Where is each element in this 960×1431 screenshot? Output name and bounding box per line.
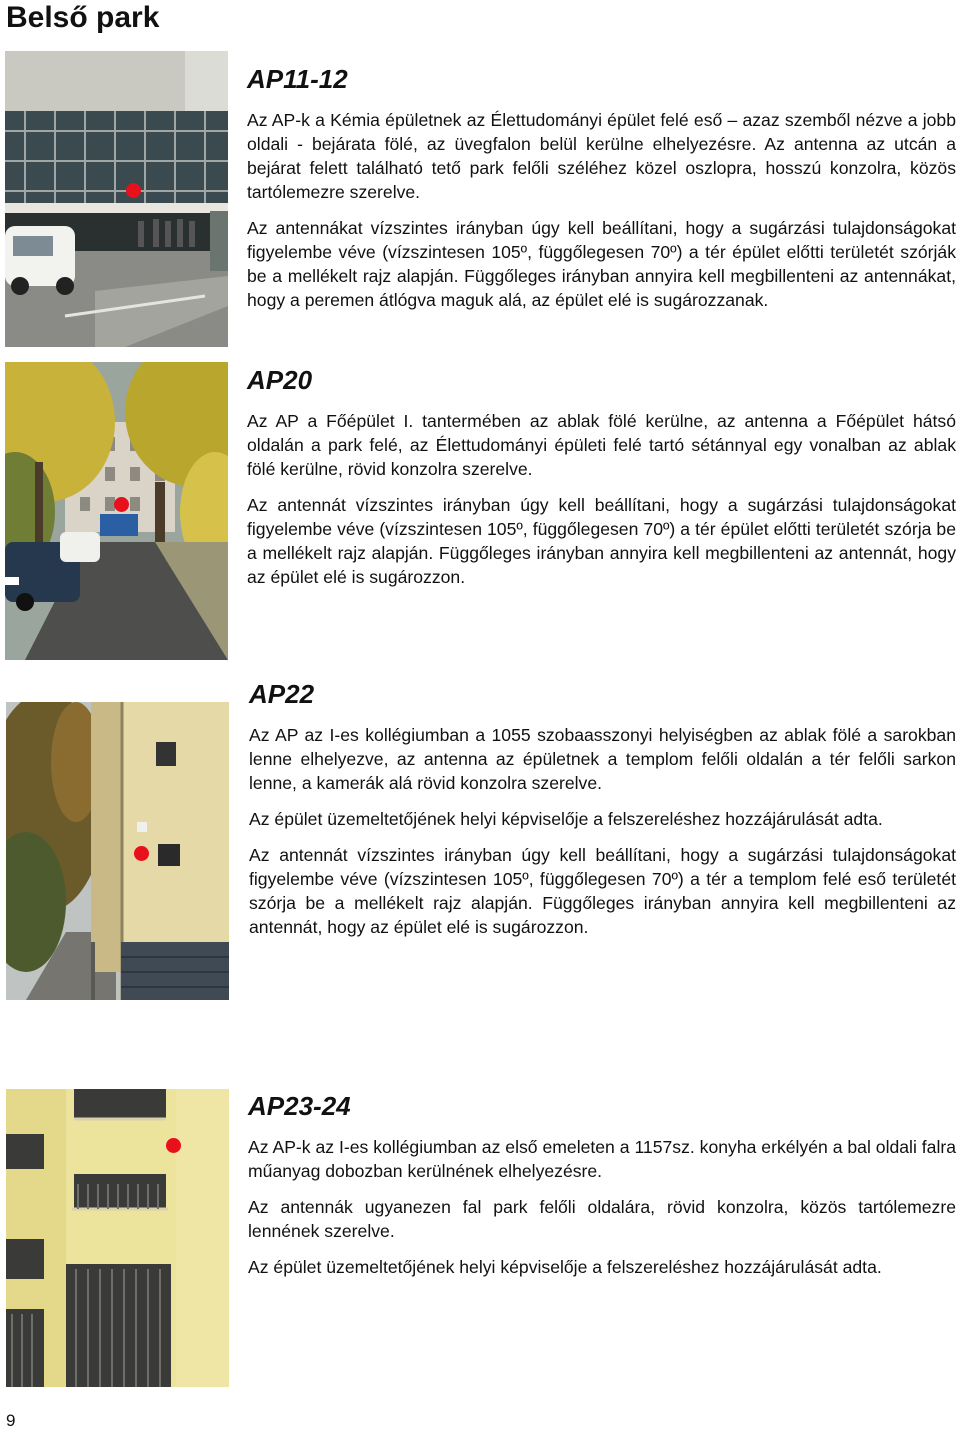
antenna-marker-ap23-24 [166,1138,181,1153]
section-paragraph: Az AP az I-es kollégiumban a 1055 szobaasszonyi helyiségben az ablak fölé a sarokban lenne elhelyezve, az antenna az épületnek a templom felőli oldalán a tér felőli sarkon lenne, a kamerák alá rövid konzolra szerelve. [249,725,956,793]
photo-main-building-park [5,362,228,660]
section-ap23-24 [248,1091,956,1291]
section-paragraph: Az AP-k a Kémia épületnek az Élettudományi épület felé eső – azaz szemből nézve a jobb oldali - bejárata fölé, az üvegfalon belül kerülne elhelyezésre. Az antenna az utcán a bejárat felett található tető park felőli széléhez közel oszlopra, hosszú konzolra, közös tartólemezre szerelve. [247,110,956,202]
section-ap11-12 [247,64,956,324]
section-ap22 [249,679,956,951]
section-heading: AP20 [247,365,313,395]
antenna-marker-ap11-12 [126,183,141,198]
section-paragraph: Az antennákat vízszintes irányban úgy kell beállítani, hogy a sugárzási tulajdonságokat figyelembe véve (vízszintesen 105º, függőlegesen 70º) a tér épület előtti területét szórják be a mellékelt rajz alapján. Függőleges irányban annyira kell megbillenteni az antennákat, hogy a peremen átlógva maguk alá, az épület elé is sugározzanak. [247,218,956,310]
section-paragraph: Az antennák ugyanezen fal park felőli oldalára, rövid konzolra, közös tartólemezre lennének szerelve. [248,1197,956,1241]
section-paragraph: Az AP a Főépület I. tantermében az ablak fölé kerülne, az antenna a Főépület hátsó oldalán a park felé, az Élettudományi épületi felé tartó sétánnyal egy vonalban az ablak fölé kerülne, rövid konzolra szerelve. [247,411,956,479]
section-paragraph: Az AP-k az I-es kollégiumban az első emeleten a 1157sz. konyha erkélyén a bal oldali falra műanyag dobozban kerülnének elhelyezésre. [248,1137,956,1181]
antenna-marker-ap22 [134,846,149,861]
photo-dormitory-balcony [6,1089,229,1387]
section-paragraph: Az épület üzemeltetőjének helyi képviselője a felszereléshez hozzájárulását adta. [248,1257,882,1277]
section-heading: AP22 [249,679,315,709]
antenna-marker-ap20 [114,497,129,512]
section-heading: AP23-24 [248,1091,351,1121]
photo-chemistry-building [5,51,228,347]
photo-dormitory-corner [6,702,229,1000]
page-number: 9 [6,1411,16,1430]
section-paragraph: Az épület üzemeltetőjének helyi képviselője a felszereléshez hozzájárulását adta. [249,809,883,829]
section-heading: AP11-12 [247,64,348,94]
page-title: Belső park [6,1,160,34]
section-ap20 [247,365,956,601]
section-paragraph: Az antennát vízszintes irányban úgy kell beállítani, hogy a sugárzási tulajdonságokat figyelembe véve (vízszintesen 105º, függőlegesen 70º) a tér épület előtti területét szórja be a mellékelt rajz alapján. Függőleges irányban annyira kell megbillenteni az antennát, hogy az épület elé is sugározzon. [247,495,956,587]
section-paragraph: Az antennát vízszintes irányban úgy kell beállítani, hogy a sugárzási tulajdonságokat figyelembe véve (vízszintesen 105º, függőlegesen 70º) a tér a templom felé eső területét szórja be a mellékelt rajz alapján. Függőleges irányban annyira kell megbillenteni az antennát, hogy az épület elé is sugározzon. [249,845,956,937]
